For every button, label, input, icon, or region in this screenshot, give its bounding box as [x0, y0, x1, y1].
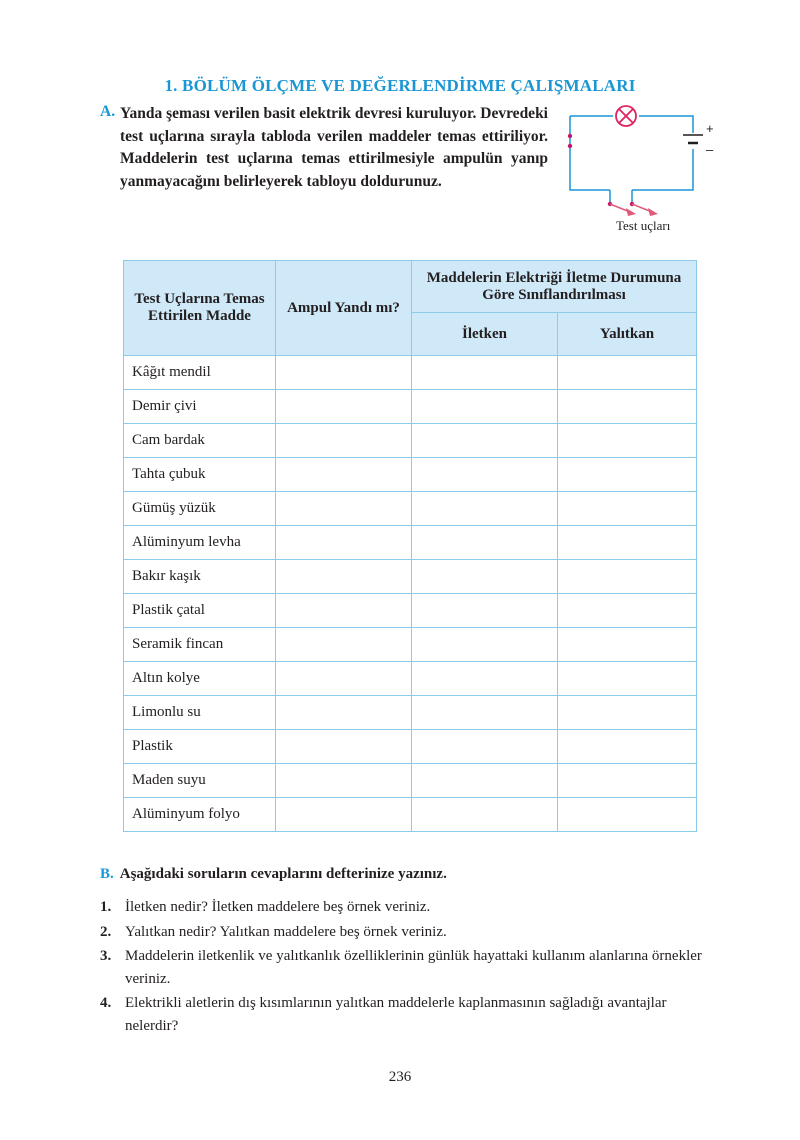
insulator-cell[interactable]: [558, 560, 697, 594]
material-name: Alüminyum levha: [124, 526, 276, 560]
conductor-cell[interactable]: [412, 594, 558, 628]
material-name: Alüminyum folyo: [124, 798, 276, 832]
material-name: Plastik çatal: [124, 594, 276, 628]
material-name: Demir çivi: [124, 390, 276, 424]
conductor-cell[interactable]: [412, 696, 558, 730]
lamp-cell[interactable]: [276, 526, 412, 560]
material-name: Altın kolye: [124, 662, 276, 696]
conductor-cell[interactable]: [412, 730, 558, 764]
lamp-cell[interactable]: [276, 594, 412, 628]
question-item: [100, 945, 722, 990]
conductor-cell[interactable]: [412, 492, 558, 526]
conductor-cell[interactable]: [412, 390, 558, 424]
lamp-cell[interactable]: [276, 390, 412, 424]
lamp-cell[interactable]: [276, 492, 412, 526]
table-row: [124, 458, 697, 492]
question-item: [100, 921, 722, 944]
insulator-cell[interactable]: [558, 662, 697, 696]
header-insulator: Yalıtkan: [558, 313, 697, 356]
insulator-cell[interactable]: [558, 594, 697, 628]
conductor-cell[interactable]: [412, 458, 558, 492]
table-row: [124, 424, 697, 458]
table-row: [124, 662, 697, 696]
circuit-diagram: [560, 98, 735, 238]
insulator-cell[interactable]: [558, 730, 697, 764]
lamp-cell[interactable]: [276, 356, 412, 390]
material-name: Kâğıt mendil: [124, 356, 276, 390]
battery-icon: [683, 135, 703, 143]
question-item: [100, 992, 722, 1037]
insulator-cell[interactable]: [558, 356, 697, 390]
question-number: 3.: [100, 948, 112, 964]
table-row: [124, 390, 697, 424]
table-row: [124, 798, 697, 832]
question-text: Yalıtkan nedir? Yalıtkan maddelere beş örnek veriniz.: [125, 923, 447, 940]
lamp-cell[interactable]: [276, 424, 412, 458]
test-tips-icon: [608, 190, 658, 216]
table-row: [124, 764, 697, 798]
section-a-letter: A.: [100, 103, 116, 120]
test-tips-label: Test uçları: [616, 218, 671, 233]
section-b-heading: [100, 866, 447, 883]
insulator-cell[interactable]: [558, 390, 697, 424]
question-text: İletken nedir? İletken maddelere beş örnek veriniz.: [125, 899, 431, 915]
table-row: [124, 560, 697, 594]
insulator-cell[interactable]: [558, 526, 697, 560]
insulator-cell[interactable]: [558, 696, 697, 730]
conductor-cell[interactable]: [412, 662, 558, 696]
question-number: 4.: [100, 995, 112, 1011]
header-conductor: İletken: [412, 313, 558, 356]
insulator-cell[interactable]: [558, 798, 697, 832]
conductor-cell[interactable]: [412, 560, 558, 594]
lamp-cell[interactable]: [276, 798, 412, 832]
lamp-icon: [616, 106, 636, 126]
conductor-cell[interactable]: [412, 798, 558, 832]
battery-minus: –: [706, 142, 714, 157]
conductor-cell[interactable]: [412, 628, 558, 662]
conductor-cell[interactable]: [412, 356, 558, 390]
lamp-cell[interactable]: [276, 730, 412, 764]
material-name: Seramik fincan: [124, 628, 276, 662]
lamp-cell[interactable]: [276, 458, 412, 492]
material-name: Plastik: [124, 730, 276, 764]
lamp-cell[interactable]: [276, 662, 412, 696]
question-number: 2.: [100, 923, 112, 940]
lamp-cell[interactable]: [276, 560, 412, 594]
header-material: Test Uçlarına Temas Ettirilen Madde: [124, 261, 276, 356]
table-row: [124, 526, 697, 560]
insulator-cell[interactable]: [558, 424, 697, 458]
conductor-cell[interactable]: [412, 764, 558, 798]
page-title: 1. BÖLÜM ÖLÇME VE DEĞERLENDİRME ÇALIŞMALARI: [164, 76, 636, 95]
table-row: [124, 628, 697, 662]
battery-plus: +: [706, 121, 714, 136]
question-number: 1.: [100, 899, 112, 915]
material-name: Maden suyu: [124, 764, 276, 798]
lamp-cell[interactable]: [276, 764, 412, 798]
lamp-cell[interactable]: [276, 628, 412, 662]
question-text: Elektrikli aletlerin dış kısımlarının yalıtkan maddelerle kaplanmasının sağladığı avantajlar nelerdir?: [125, 995, 667, 1034]
insulator-cell[interactable]: [558, 492, 697, 526]
header-classification: Maddelerin Elektriği İletme Durumuna Göre Sınıflandırılması: [412, 261, 697, 313]
question-list: [100, 896, 722, 1039]
conductor-cell[interactable]: [412, 526, 558, 560]
table-row: [124, 356, 697, 390]
table-row: [124, 696, 697, 730]
material-name: Cam bardak: [124, 424, 276, 458]
section-b-letter: B.: [100, 866, 114, 882]
section-b-title: Aşağıdaki soruların cevaplarını defterinize yazınız.: [119, 866, 447, 882]
insulator-cell[interactable]: [558, 628, 697, 662]
question-item: [100, 896, 722, 919]
table-row: [124, 492, 697, 526]
lamp-cell[interactable]: [276, 696, 412, 730]
section-a: [100, 103, 548, 193]
insulator-cell[interactable]: [558, 458, 697, 492]
table-row: [124, 730, 697, 764]
section-a-instructions: Yanda şeması verilen basit elektrik devresi kuruluyor. Devredeki test uçlarına sırayla tabloda verilen maddeler temas ettiriliyor. Maddelerin test uçlarına temas ettirilmesiyle ampulün yanıp yanmayacağını belirleyerek tabloyu doldurunuz.: [120, 105, 548, 190]
table-row: [124, 594, 697, 628]
material-name: Gümüş yüzük: [124, 492, 276, 526]
page-number: 236: [388, 1069, 412, 1085]
material-name: Tahta çubuk: [124, 458, 276, 492]
header-lamp: Ampul Yandı mı?: [276, 261, 412, 356]
classification-table: [123, 260, 697, 832]
conductor-cell[interactable]: [412, 424, 558, 458]
question-text: Maddelerin iletkenlik ve yalıtkanlık özelliklerinin günlük hayattaki kullanım alanlarına örnekler veriniz.: [125, 948, 702, 987]
material-name: Bakır kaşık: [124, 560, 276, 594]
material-name: Limonlu su: [124, 696, 276, 730]
insulator-cell[interactable]: [558, 764, 697, 798]
